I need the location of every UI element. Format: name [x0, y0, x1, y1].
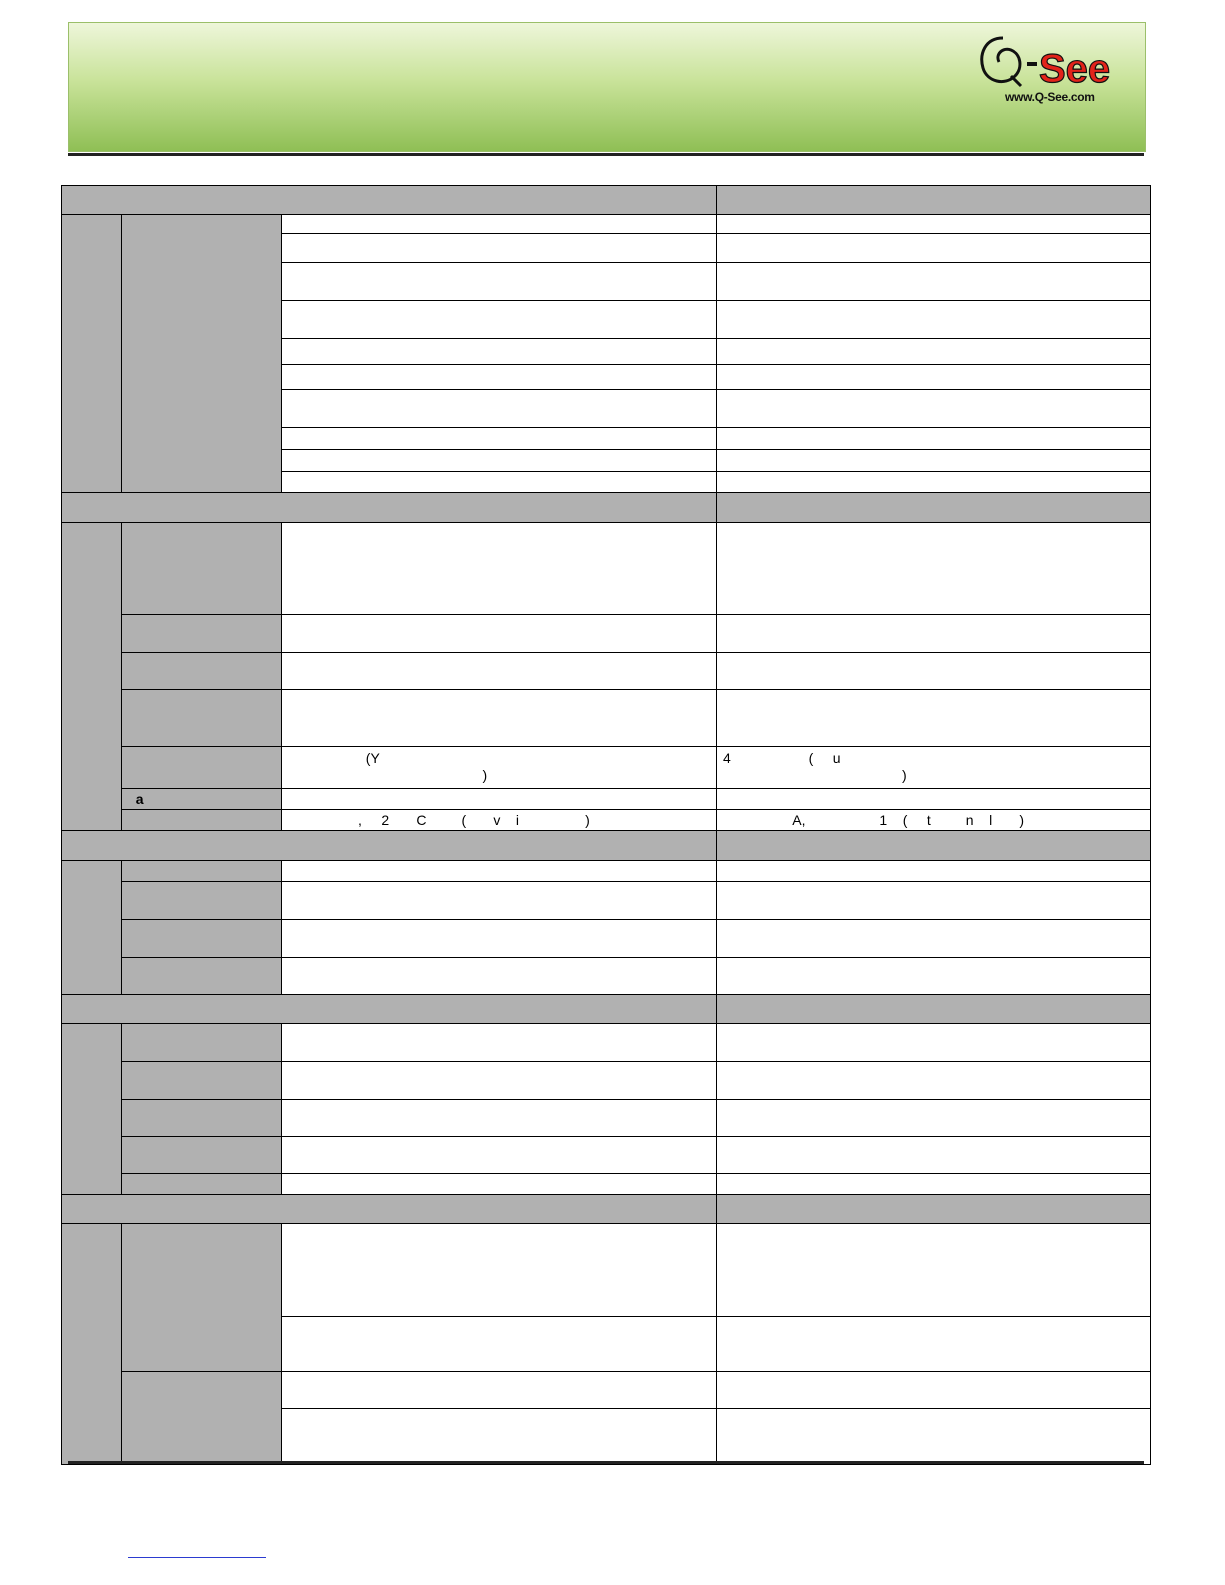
section-header-row — [62, 1195, 1151, 1224]
sub-label-cell — [122, 523, 282, 615]
value-cell — [282, 747, 717, 789]
value-cell — [282, 653, 717, 690]
table-row — [62, 690, 1151, 747]
table-row — [62, 1174, 1151, 1195]
value-cell — [282, 882, 717, 920]
table-row — [62, 810, 1151, 831]
sub-label-cell — [122, 215, 282, 493]
table-row — [62, 215, 1151, 234]
value-cell — [282, 450, 717, 472]
sub-label-cell — [122, 920, 282, 958]
value-text: 4 ( u — [723, 750, 841, 766]
table-row — [62, 861, 1151, 882]
spec-table — [61, 185, 1151, 1465]
sub-label-cell — [122, 747, 282, 789]
value-cell — [282, 428, 717, 450]
header-rule — [68, 153, 1144, 156]
value-cell — [282, 215, 717, 234]
svg-text:See: See — [1039, 47, 1111, 91]
value-cell — [717, 234, 1151, 263]
value-cell — [282, 390, 717, 428]
value-cell — [717, 1174, 1151, 1195]
value-cell — [282, 1372, 717, 1409]
sub-label-cell — [122, 1224, 282, 1372]
section-label-cell — [62, 861, 122, 995]
value-cell — [282, 1174, 717, 1195]
sub-label-cell — [122, 958, 282, 995]
value-cell — [717, 1137, 1151, 1174]
value-cell — [717, 861, 1151, 882]
value-cell — [282, 263, 717, 301]
table-row — [62, 1024, 1151, 1062]
sub-label-cell — [122, 1062, 282, 1100]
section-header-row — [62, 186, 1151, 215]
table-row — [62, 920, 1151, 958]
value-cell — [717, 523, 1151, 615]
value-cell — [282, 339, 717, 365]
value-cell — [717, 450, 1151, 472]
value-cell — [717, 1024, 1151, 1062]
section-header-right — [717, 995, 1151, 1024]
value-cell — [717, 882, 1151, 920]
value-cell — [282, 958, 717, 995]
value-cell — [717, 690, 1151, 747]
section-header-left — [62, 493, 717, 523]
table-row — [62, 615, 1151, 653]
sub-label-cell — [122, 653, 282, 690]
section-header-right — [717, 186, 1151, 215]
sub-label-cell — [122, 1174, 282, 1195]
section-header-right — [717, 1195, 1151, 1224]
value-cell — [717, 1224, 1151, 1317]
sub-label-cell — [122, 690, 282, 747]
value-cell — [717, 428, 1151, 450]
value-cell — [282, 615, 717, 653]
section-header-left — [62, 995, 717, 1024]
sub-label-cell — [122, 810, 282, 831]
value-cell — [717, 1100, 1151, 1137]
value-cell — [282, 1409, 717, 1465]
table-row — [62, 1100, 1151, 1137]
value-cell — [717, 339, 1151, 365]
value-cell — [282, 301, 717, 339]
value-cell — [717, 365, 1151, 390]
value-text: ) — [288, 767, 488, 783]
value-cell — [717, 301, 1151, 339]
value-cell — [717, 958, 1151, 995]
table-row — [62, 958, 1151, 995]
value-cell — [717, 472, 1151, 493]
section-header-left — [62, 831, 717, 861]
value-cell — [717, 1409, 1151, 1465]
table-row — [62, 747, 1151, 789]
value-cell — [282, 1024, 717, 1062]
value-cell — [282, 690, 717, 747]
value-cell — [717, 653, 1151, 690]
sub-label-cell — [122, 1100, 282, 1137]
value-cell — [282, 1137, 717, 1174]
value-cell: , 2 C ( v i ) — [282, 810, 717, 831]
value-cell — [282, 1062, 717, 1100]
sub-label-cell — [122, 1372, 282, 1465]
value-cell — [282, 234, 717, 263]
value-cell — [717, 1062, 1151, 1100]
section-header-row — [62, 831, 1151, 861]
value-cell — [282, 1317, 717, 1372]
sub-label-cell — [122, 882, 282, 920]
value-cell — [282, 789, 717, 810]
table-row — [62, 1137, 1151, 1174]
website-url: www.Q-See.com — [1005, 90, 1095, 104]
value-cell — [717, 390, 1151, 428]
section-header-right — [717, 831, 1151, 861]
value-cell: A, 1 ( t n l ) — [717, 810, 1151, 831]
value-text: ) — [723, 767, 907, 783]
value-cell — [717, 263, 1151, 301]
table-row — [62, 523, 1151, 615]
value-cell — [282, 920, 717, 958]
table-row — [62, 882, 1151, 920]
footer-link-underline[interactable] — [128, 1557, 266, 1558]
value-cell — [717, 747, 1151, 789]
value-text: (Y — [288, 750, 380, 766]
sub-label-cell: a — [122, 789, 282, 810]
value-cell — [717, 920, 1151, 958]
value-cell — [717, 789, 1151, 810]
section-label-cell — [62, 1024, 122, 1195]
value-cell — [717, 1372, 1151, 1409]
section-header-left — [62, 1195, 717, 1224]
value-cell — [717, 615, 1151, 653]
table-row — [62, 653, 1151, 690]
table-row — [62, 1062, 1151, 1100]
footer-rule — [68, 1461, 1144, 1464]
value-cell — [282, 1224, 717, 1317]
table-row — [62, 1372, 1151, 1409]
section-header-row — [62, 995, 1151, 1024]
value-cell — [282, 472, 717, 493]
section-label-cell — [62, 215, 122, 493]
table-row — [62, 789, 1151, 810]
table-row — [62, 1224, 1151, 1317]
sub-label-cell — [122, 615, 282, 653]
section-header-left — [62, 186, 717, 215]
sub-label-cell — [122, 861, 282, 882]
value-cell — [717, 215, 1151, 234]
sub-label-cell — [122, 1024, 282, 1062]
value-cell — [282, 861, 717, 882]
sub-label-cell — [122, 1137, 282, 1174]
section-label-cell — [62, 523, 122, 831]
value-cell — [282, 365, 717, 390]
section-header-right — [717, 493, 1151, 523]
value-cell — [282, 1100, 717, 1137]
section-header-row — [62, 493, 1151, 523]
value-cell — [717, 1317, 1151, 1372]
value-cell — [282, 523, 717, 615]
section-label-cell — [62, 1224, 122, 1465]
